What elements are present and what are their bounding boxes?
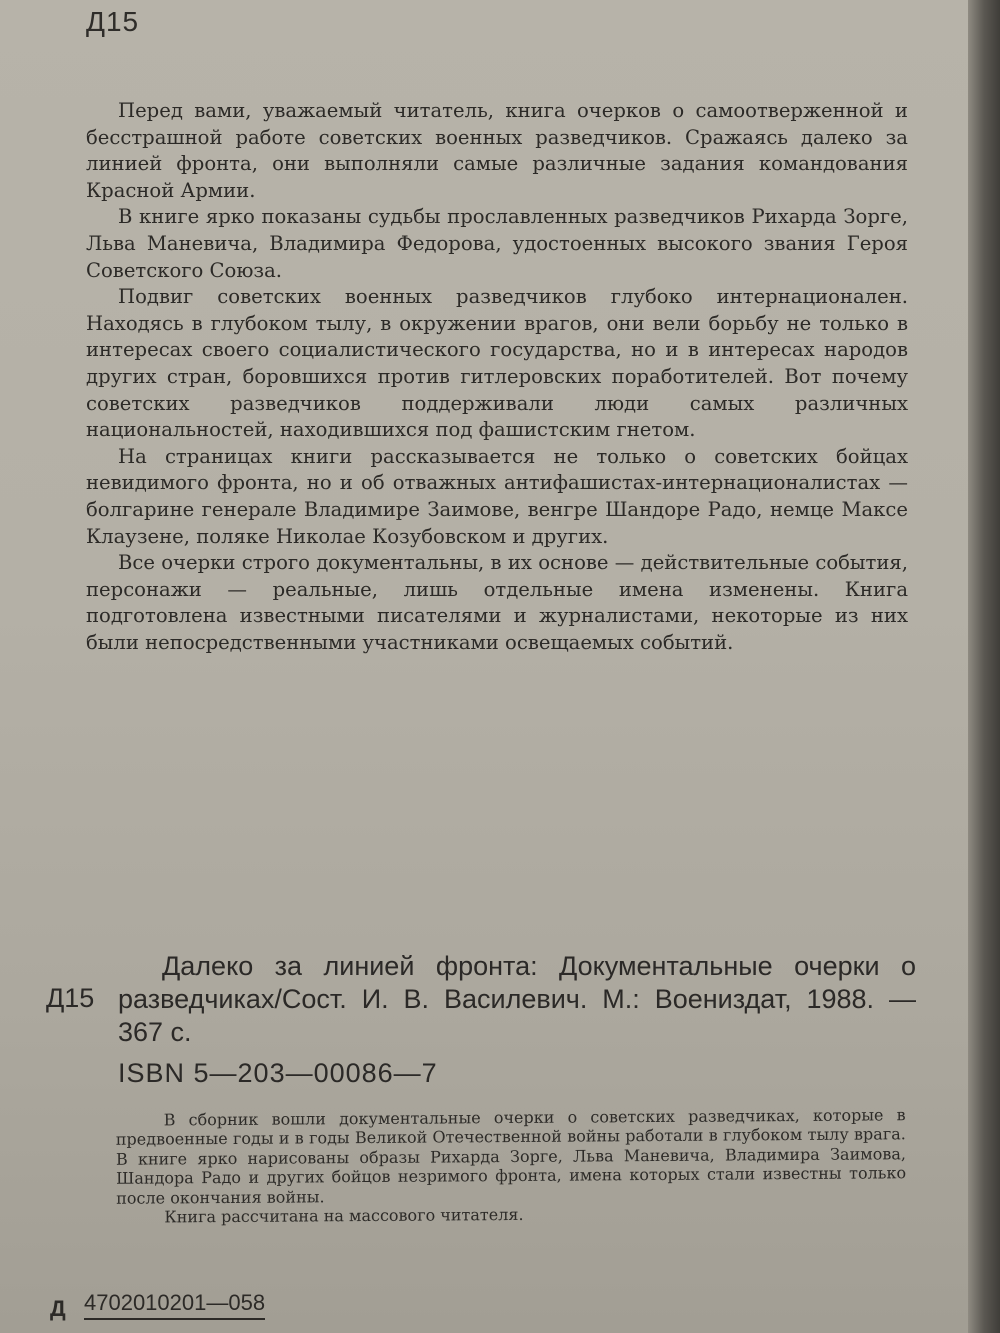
annotation-paragraph: В книге ярко показаны судьбы прославленных разведчиков Рихарда Зорге, Льва Маневича, Владимира Федорова, удостоенных высокого звания Героя Советского Союза.: [86, 205, 908, 282]
bibliographic-code: Д15: [46, 983, 95, 1013]
annotation-paragraph: На страницах книги рассказывается не только о советских бойцах невидимого фронта, но и об отважных антифашистах-интернационалистах — болгарине генерале Владимире Заимове, венгре Шандоре Радо, немце Максе Клаузене, поляке Николае Козубовском и других.: [86, 444, 908, 548]
abstract-paragraph: Книга рассчитана на массового читателя.: [164, 1204, 524, 1227]
page-edge-shadow: [968, 0, 1000, 1333]
bibliographic-record: [46, 950, 916, 1090]
annotation-paragraph: Все очерки строго документальны, в их основе — действительные события, персонажи — реальные, лишь отдельные имена изменены. Книга подготовлена известными писателями и журналистами, некоторые из них были непосредственными участниками освещаемых событий.: [86, 551, 908, 654]
annotation-text: [86, 98, 908, 656]
footer-index-code: 4702010201—058: [84, 1290, 265, 1320]
classification-code-top: Д15: [86, 6, 140, 37]
isbn: ISBN 5—203—00086—7: [118, 1058, 438, 1088]
abstract-text: [116, 1105, 907, 1227]
annotation-paragraph: Перед вами, уважаемый читатель, книга очерков о самоотверженной и бесстрашной работе советских военных разведчиков. Сражаясь далеко за линией фронта, они выполняли самые различные задания командования Красной Армии.: [86, 99, 908, 202]
annotation-paragraph: Подвиг советских военных разведчиков глубоко интернационален. Находясь в глубоком тылу, в окружении врагов, они вели борьбу не только в интересах своего социалистического государства, но и в интересах народов других стран, боровшихся против гитлеровских поработителей. Вот почему советских разведчиков поддерживали люди самых различных национальностей, находившихся под фашистским гнетом.: [86, 285, 908, 442]
footer-index-letter: Д: [50, 1296, 66, 1321]
abstract-paragraph: В сборник вошли документальные очерки о советских разведчиках, которые в предвоенные годы и в годы Великой Отечественной войны работали в глубоком тылу врага. В книге ярко нарисованы образы Рихарда Зорге, Льва Маневича, Владимира Заимова, Шандора Радо и других бойцов незримого фронта, имена которых стали известны только после окончания войны.: [115, 1105, 907, 1208]
bibliographic-entry: Далеко за линией фронта: Документальные очерки о разведчиках/Сост. И. В. Василевич. М.: Воениздат, 1988. — 367 с.: [118, 951, 916, 1047]
